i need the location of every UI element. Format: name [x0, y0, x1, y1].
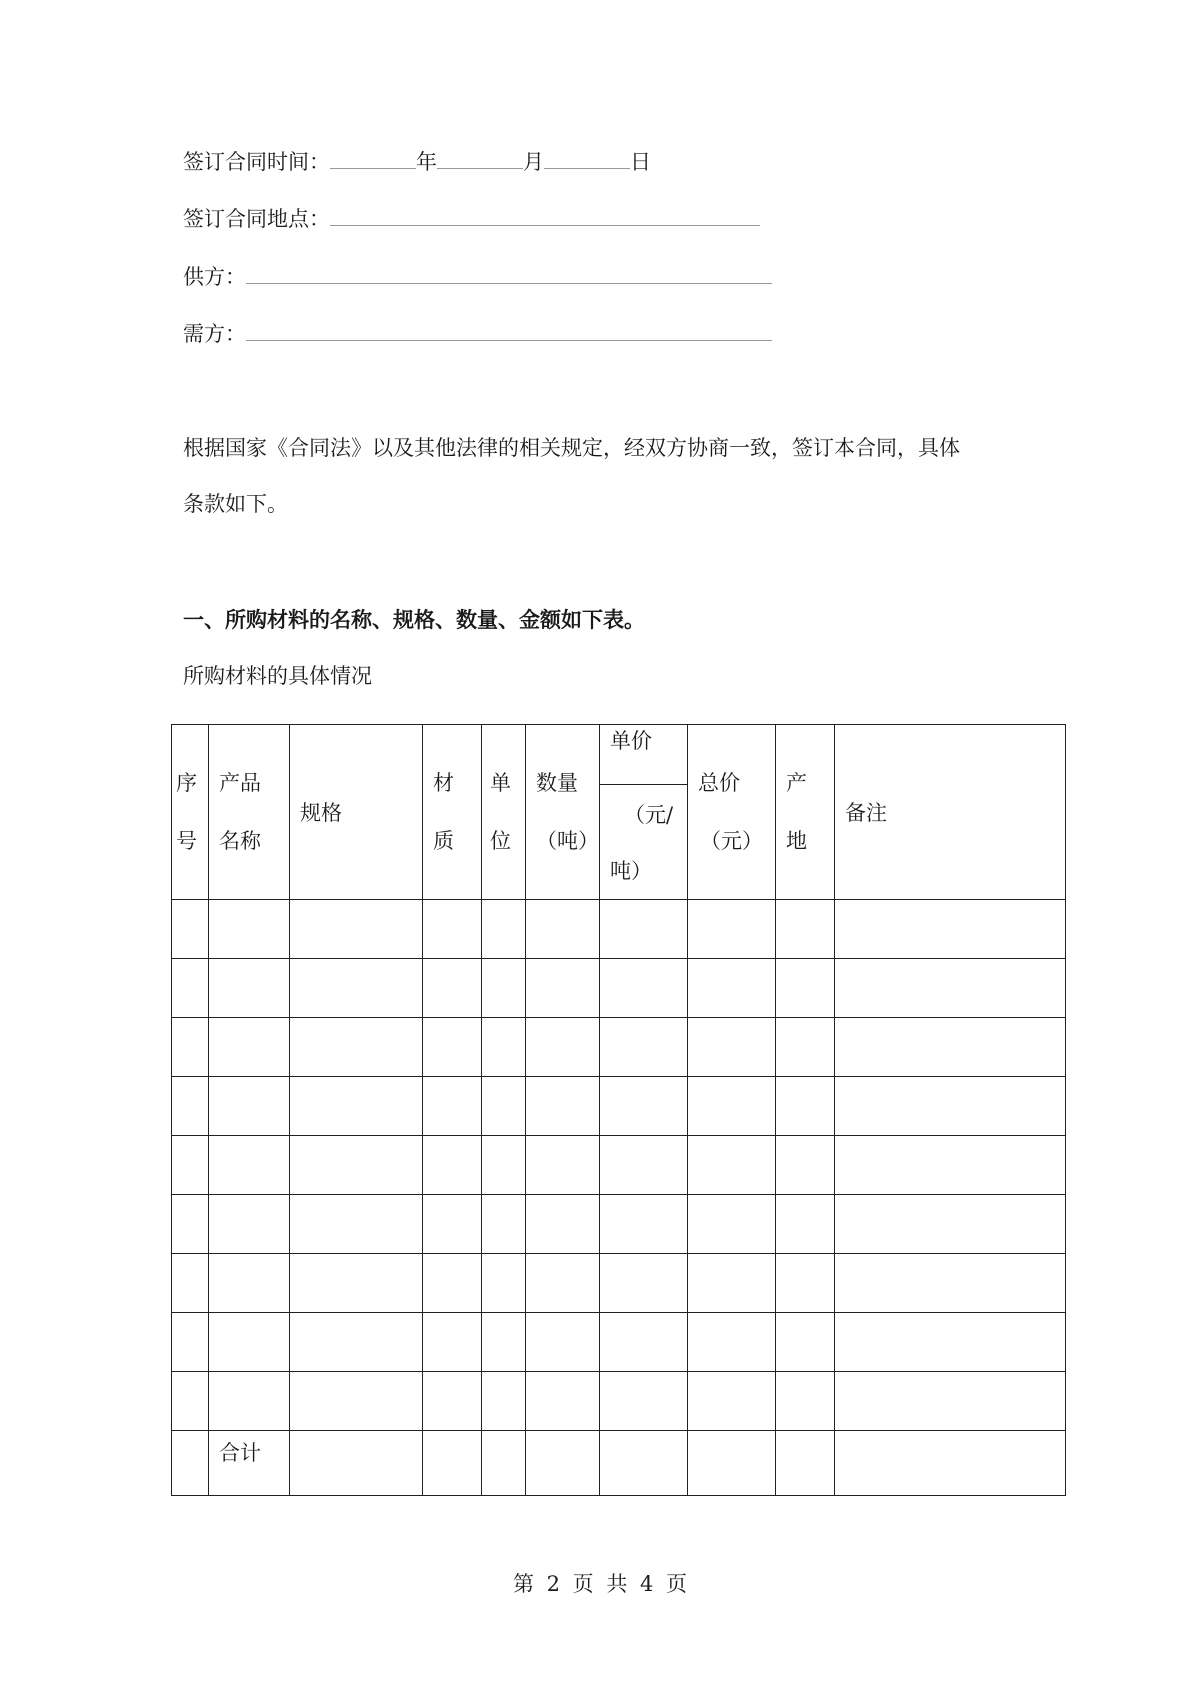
header-seq: 序 号: [172, 725, 209, 900]
page-footer: 第 2 页 共 4 页: [512, 1572, 688, 1596]
intro-line-2: 条款如下。: [183, 492, 288, 516]
header-quantity: 数量 （吨）: [526, 725, 600, 900]
day-blank[interactable]: [544, 146, 630, 169]
year-blank[interactable]: [330, 146, 416, 169]
year-label: 年: [416, 150, 437, 174]
section-heading: 一、所购材料的名称、规格、数量、金额如下表。: [183, 608, 645, 632]
header-total-price: 总价 （元）: [688, 725, 776, 900]
buyer-blank[interactable]: [246, 318, 772, 341]
header-unit: 单 位: [482, 725, 526, 900]
total-row: [172, 1431, 1066, 1496]
total-label: 合计: [209, 1431, 290, 1496]
header-spec: 规格: [290, 725, 423, 900]
buyer-row: [183, 318, 772, 349]
header-unit-price: 单价 （元/ 吨）: [600, 725, 688, 900]
month-label: 月: [523, 150, 544, 174]
signing-time-label: 签订合同时间：: [183, 150, 330, 174]
signing-place-blank[interactable]: [330, 203, 760, 226]
table-caption: 所购材料的具体情况: [183, 664, 372, 688]
table-row: [172, 1136, 1066, 1195]
supplier-blank[interactable]: [246, 261, 772, 284]
signing-place-label: 签订合同地点：: [183, 207, 330, 231]
table-row: [172, 1077, 1066, 1136]
signing-place-row: [183, 203, 760, 234]
table-row: [172, 1372, 1066, 1431]
table-header-row: [172, 725, 1066, 900]
header-material: 材 质: [423, 725, 482, 900]
signing-time-row: [183, 146, 651, 177]
table-row: [172, 1195, 1066, 1254]
month-blank[interactable]: [437, 146, 523, 169]
buyer-label: 需方：: [183, 322, 246, 346]
day-label: 日: [630, 150, 651, 174]
supplier-row: [183, 261, 772, 292]
table-row: [172, 1313, 1066, 1372]
header-remark: 备注: [835, 725, 1066, 900]
table-row: [172, 1254, 1066, 1313]
intro-line-1: 根据国家《合同法》以及其他法律的相关规定，经双方协商一致，签订本合同，具体: [183, 436, 960, 460]
supplier-label: 供方：: [183, 265, 246, 289]
intro-paragraph: [183, 420, 1033, 532]
materials-table: [171, 724, 1066, 1496]
header-origin: 产 地: [776, 725, 835, 900]
table-row: [172, 959, 1066, 1018]
table-row: [172, 900, 1066, 959]
header-product-name: 产品 名称: [209, 725, 290, 900]
table-row: [172, 1018, 1066, 1077]
